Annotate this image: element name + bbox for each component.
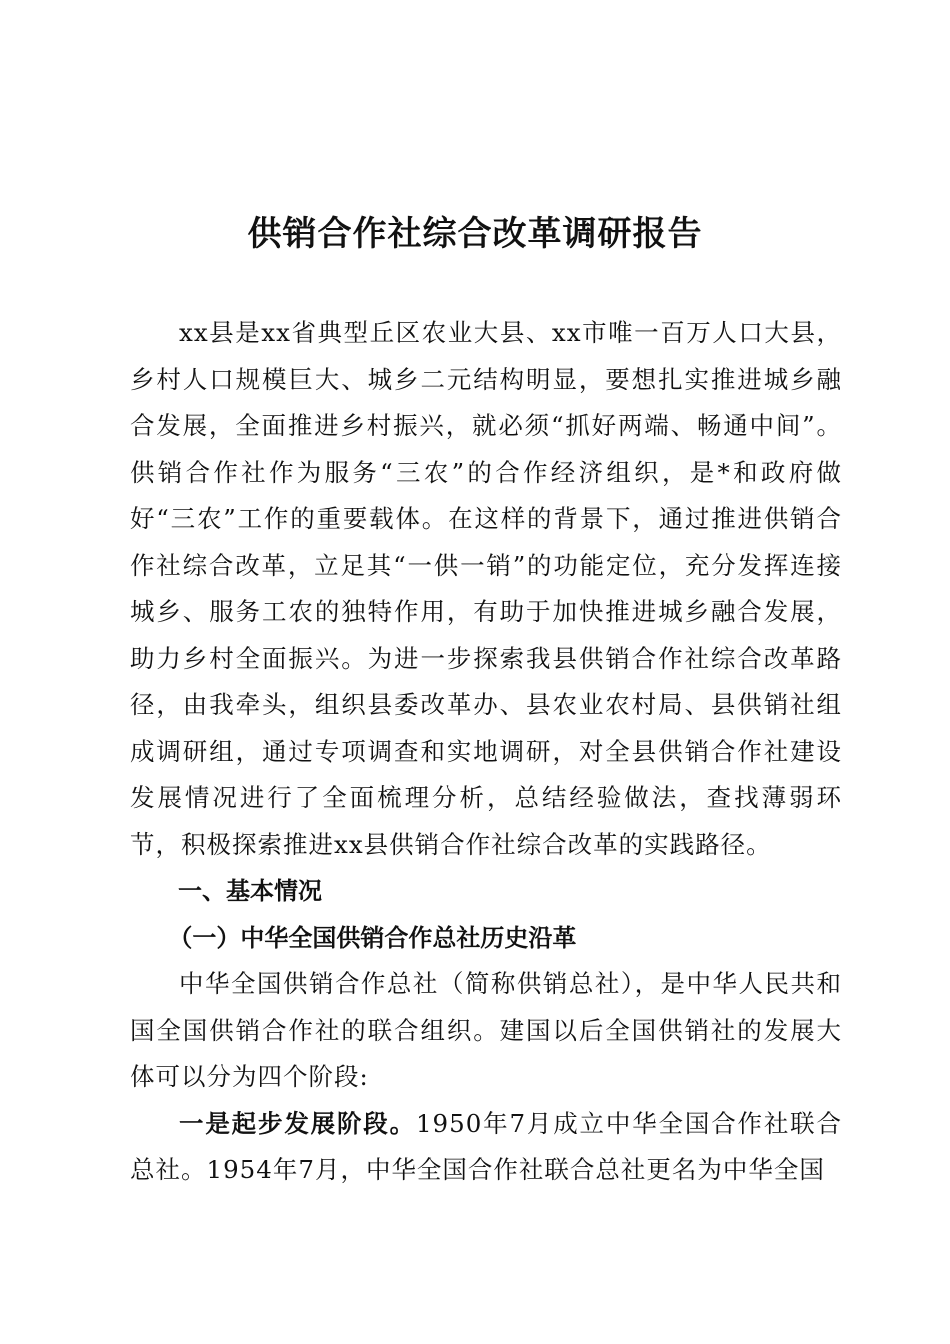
subsection-heading-history: （一）中华全国供销合作总社历史沿革 (168, 923, 577, 952)
stage-one-paragraph (130, 1101, 842, 1194)
document-body (130, 310, 842, 1194)
stage-one-lead: 一是起步发展阶段。 (179, 1108, 416, 1138)
history-paragraph: 中华全国供销合作总社（简称供销总社），是中华人民共和国全国供销合作社的联合组织。建国以后全国供销社的发展大体可以分为四个阶段: (130, 969, 842, 1091)
intro-paragraph: xx县是xx省典型丘区农业大县、xx市唯一百万人口大县，乡村人口规模巨大、城乡二元结构明显，要想扎实推进城乡融合发展，全面推进乡村振兴，就必须“抓好两端、畅通中间”。供销合作社作为服务“三农”的合作经济组织，是*和政府做好“三农”工作的重要载体。在这样的背景下，通过推进供销合作社综合改革，立足其“一供一销”的功能定位，充分发挥连接城乡、服务工农的独特作用，有助于加快推进城乡融合发展，助力乡村全面振兴。为进一步探索我县供销合作社综合改革路径，由我牵头，组织县委改革办、县农业农村局、县供销社组成调研组，通过专项调查和实地调研，对全县供销合作社建设发展情况进行了全面梳理分析，总结经验做法，查找薄弱环节，积极探索推进xx县供销合作社综合改革的实践路径。 (130, 318, 842, 859)
document-title: 供销合作社综合改革调研报告 (247, 214, 703, 254)
stage-one-text: 1950年7月成立中华全国合作社联合总社。1954年7月，中华全国合作社联合总社更名为中华全国 (130, 1108, 843, 1184)
section-heading-basic-situation: 一、基本情况 (178, 877, 322, 905)
